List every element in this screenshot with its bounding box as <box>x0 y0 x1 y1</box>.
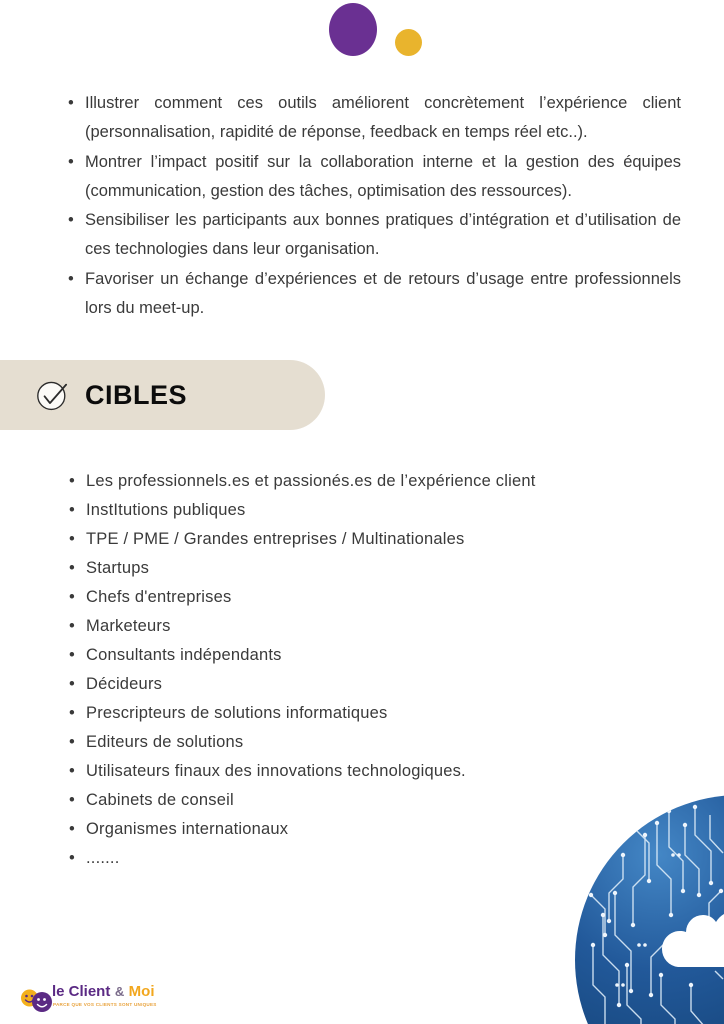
section-title: CIBLES <box>85 379 188 410</box>
target-item: • Les professionnels.es et passionés.es de l’expérience client <box>68 467 668 496</box>
logo-text-primary: le Client <box>52 983 111 1000</box>
check-circle-icon <box>36 377 72 413</box>
objectives-list <box>67 89 681 323</box>
target-item: • InstItutions publiques <box>68 496 668 525</box>
target-item: • Editeurs de solutions <box>68 728 668 757</box>
target-item: • Startups <box>68 554 668 583</box>
target-item: • Chefs d'entreprises <box>68 583 668 612</box>
target-item: • Prescripteurs de solutions informatiques <box>68 699 668 728</box>
circuit-cloud-icon <box>575 795 724 1024</box>
yellow-circle-decor <box>395 29 422 56</box>
target-item: • Consultants indépendants <box>68 641 668 670</box>
logo-tagline: PARCE QUE VOS CLIENTS SONT UNIQUES <box>53 1001 157 1007</box>
objective-item: • Illustrer comment ces outils améliorent concrètement l’expérience client (personnalisation, rapidité de réponse, feedback en temps réel etc..). <box>67 89 681 148</box>
objective-item: • Favoriser un échange d’expériences et de retours d’usage entre professionnels lors du meet-up. <box>67 265 681 324</box>
brand-logo <box>20 983 157 1015</box>
logo-text-secondary: Moi <box>128 983 155 1000</box>
target-item: • ....... <box>68 844 668 873</box>
target-item: • Marketeurs <box>68 612 668 641</box>
target-item: • Décideurs <box>68 670 668 699</box>
logo-ampersand: & <box>114 984 125 999</box>
target-item: • Utilisateurs finaux des innovations technologiques. <box>68 757 668 786</box>
objective-item: • Montrer l’impact positif sur la collaboration interne et la gestion des équipes (communication, gestion des tâches, optimisation des ressources). <box>67 148 681 207</box>
theater-masks-icon <box>20 985 54 1015</box>
logo-text <box>52 983 157 1007</box>
section-banner <box>0 360 325 430</box>
purple-circle-decor <box>329 3 377 56</box>
objective-item: • Sensibiliser les participants aux bonnes pratiques d’intégration et d’utilisation de ces technologies dans leur organisation. <box>67 206 681 265</box>
target-item: • TPE / PME / Grandes entreprises / Multinationales <box>68 525 668 554</box>
target-item: • Organismes internationaux <box>68 815 668 844</box>
target-item: • Cabinets de conseil <box>68 786 668 815</box>
